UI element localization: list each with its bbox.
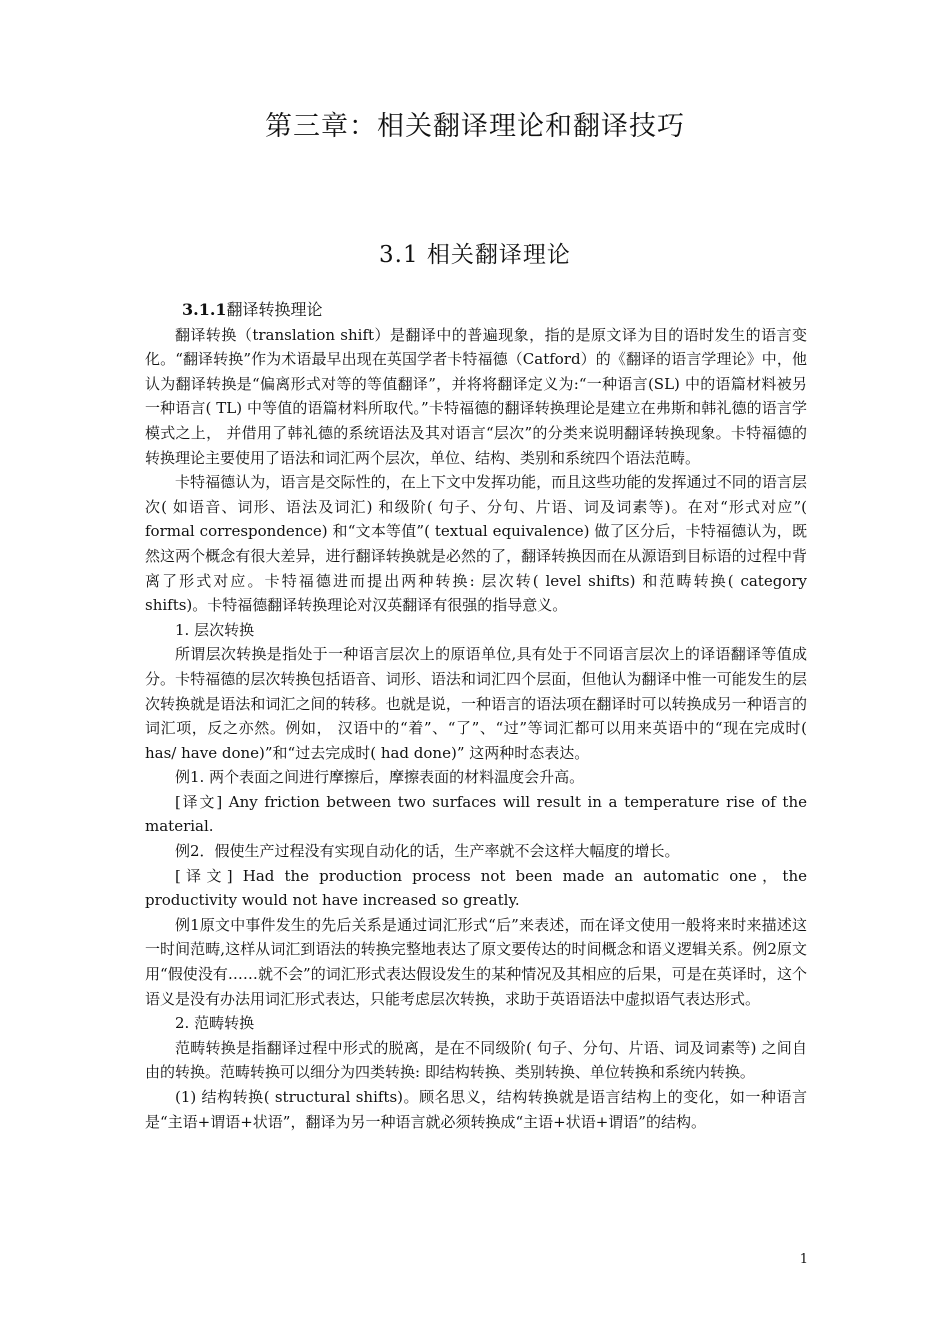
paragraph: 所谓层次转换是指处于一种语言层次上的原语单位,具有处于不同语言层次上的译语翻译等值成分。卡特福德的层次转换包括语音、词形、语法和词汇四个层面，但他认为翻译中惟一可能发生的层次转换就是语法和词汇之间的转移。也就是说，一种语言的语法项在翻译时可以转换成另一种语言的词汇项，反之亦然。例如， 汉语中的“着”、“了”、“过”等词汇都可以用来英语中的“现在完成时( has/ have done)”和“过去完成时( had done)” 这两种时态表达。 bbox=[145, 645, 807, 762]
paragraph: 范畴转换是指翻译过程中形式的脱离，是在不同级阶( 句子、分句、片语、词及词素等) 之间自由的转换。范畴转换可以细分为四类转换: 即结构转换、类别转换、单位转换和系统内转换。 bbox=[145, 1038, 807, 1082]
example-source: 例1. 两个表面之间进行摩擦后，摩擦表面的材料温度会升高。 bbox=[175, 768, 585, 787]
page-number: 1 bbox=[799, 1252, 808, 1267]
section-title: 3.1 相关翻译理论 bbox=[379, 242, 571, 268]
example-translation: [译文] Had the production process not been made an automatic one，the productivity would not have increased so greatly. bbox=[145, 866, 807, 910]
subsection-number: 3.1.1 bbox=[182, 300, 227, 319]
chapter-title: 第三章：相关翻译理论和翻译技巧 bbox=[265, 111, 685, 142]
example-source: 例2．假使生产过程没有实现自动化的话，生产率就不会这样大幅度的增长。 bbox=[175, 842, 680, 861]
list-heading: 2. 范畴转换 bbox=[175, 1014, 255, 1033]
list-heading: 1. 层次转换 bbox=[175, 620, 255, 639]
paragraph: 例1原文中事件发生的先后关系是通过词汇形式“后”来表述，而在译文使用一般将来时来描述这一时间范畴,这样从词汇到语法的转换完整地表达了原文要传达的时间概念和语义逻辑关系。例2原文用“假使没有……就不会”的词汇形式表达假设发生的某种情况及其相应的后果，可是在英译时，这个语义是没有办法用词汇形式表达，只能考虑层次转换，求助于英语语法中虚拟语气表达形式。 bbox=[145, 915, 807, 1008]
paragraph: 卡特福德认为，语言是交际性的，在上下文中发挥功能，而且这些功能的发挥通过不同的语言层次( 如语音、词形、语法及词汇) 和级阶( 句子、分句、片语、词及词素等)。在对“形式对应”( formal correspondence) 和“文本等值”( textual equivalence) 做了区分后，卡特福德认为，既然这两个概念有很大差异，进行翻译转换就是必然的了，翻译转换因而在从源语到目标语的过程中背离了形式对应。卡特福德进而提出两种转换: 层次转( level shifts) 和范畴转换( category shifts)。卡特福德翻译转换理论对汉英翻译有很强的指导意义。 bbox=[145, 473, 807, 615]
subsection-title: 翻译转换理论 bbox=[226, 300, 323, 319]
body-text bbox=[145, 298, 807, 1134]
paragraph: 翻译转换（translation shift）是翻译中的普遍现象，指的是原文译为目的语时发生的语言变化。“翻译转换”作为术语最早出现在英国学者卡特福德（Catford）的《翻译的语言学理论》中，他认为翻译转换是“偏离形式对等的等值翻译”，并将将翻译定义为:“一种语言(SL) 中的语篇材料被另一种语言( TL) 中等值的语篇材料所取代。”卡特福德的翻译转换理论是建立在弗斯和韩礼德的语言学模式之上， 并借用了韩礼德的系统语法及其对语言“层次”的分类来说明翻译转换现象。卡特福德的转换理论主要使用了语法和词汇两个层次，单位、结构、类别和系统四个语法范畴。 bbox=[145, 325, 807, 467]
example-translation: [译文] Any friction between two surfaces will result in a temperature rise of the material. bbox=[145, 792, 807, 836]
paragraph: (1) 结构转换( structural shifts)。顾名思义，结构转换就是语言结构上的变化，如一种语言是“主语+谓语+状语”，翻译为另一种语言就必须转换成“主语+状语+谓语”的结构。 bbox=[145, 1088, 807, 1131]
subsection-heading bbox=[145, 298, 807, 323]
